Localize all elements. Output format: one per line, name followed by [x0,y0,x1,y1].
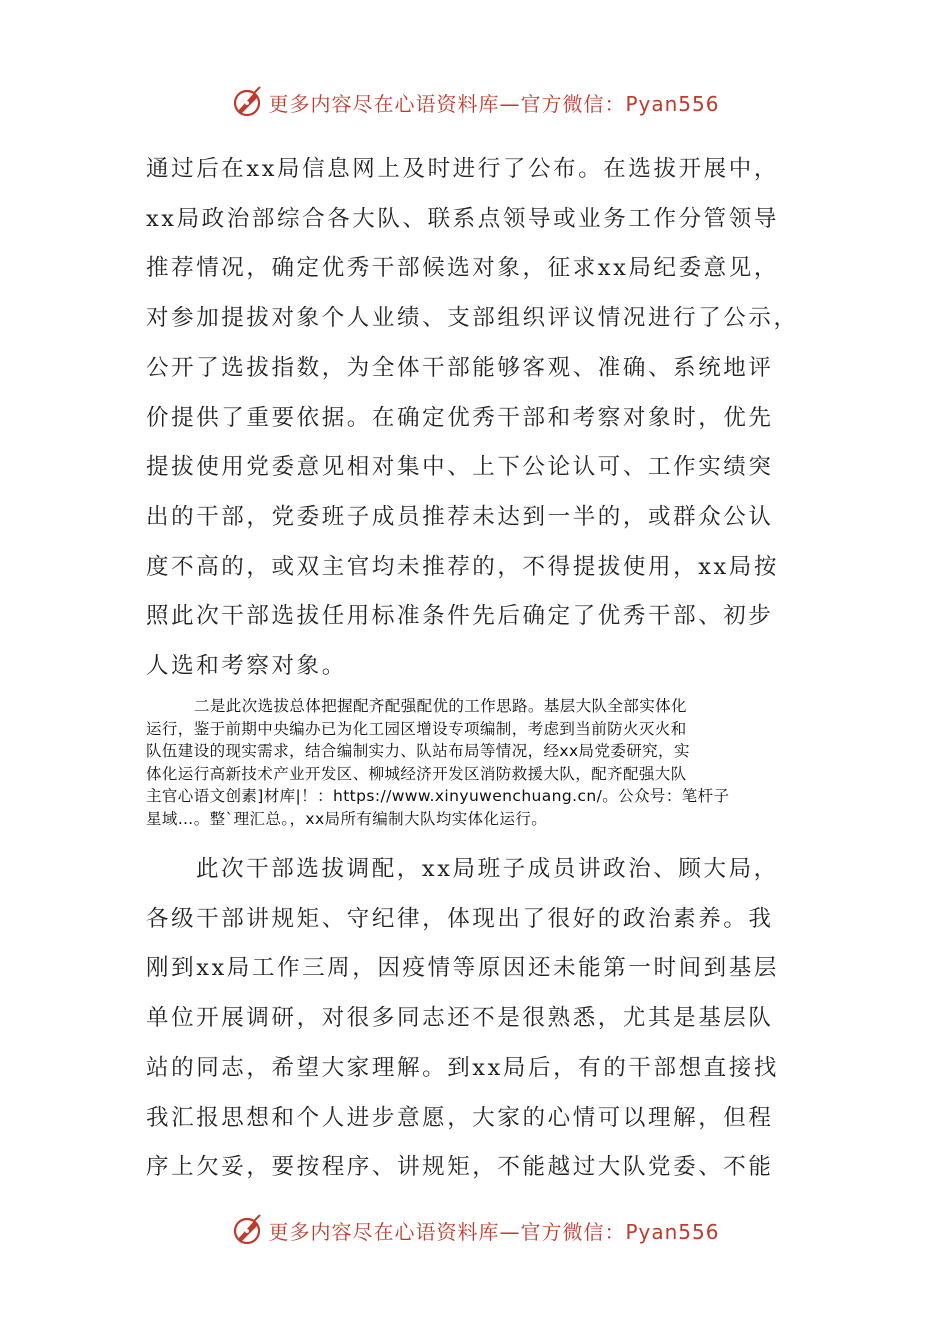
header-banner [0,82,950,122]
text-line: 此次干部选拔调配，xx局班子成员讲政治、顾大局， [196,856,779,882]
footer-banner-text: 更多内容尽在心语资料库—官方微信：Pyan556 [268,1219,720,1244]
text-line: 各级干部讲规矩、守纪律，体现出了很好的政治素养。我 [146,905,774,932]
text-line: 二是此次选拔总体把握配齐配强配优的工作思路。基层大队全部实体化 [194,697,687,715]
text-line: xx局政治部综合各大队、联系点领导或业务工作分管领导 [146,205,779,232]
text-line: 站的同志，希望大家理解。到xx局后，有的干部想直接找 [146,1054,779,1081]
text-line: 通过后在xx局信息网上及时进行了公布。在选拔开展中， [146,156,779,182]
text-line: 队伍建设的现实需求，结合编制实力、队站布局等情况，经xx局党委研究，实 [146,742,690,761]
text-line: 价提供了重要依据。在确定优秀干部和考察对象时，优先 [146,404,774,431]
text-line: 出的干部，党委班子成员推荐未达到一半的，或群众公认 [146,503,774,530]
text-line: 对参加提拔对象个人业绩、支部组织评议情况进行了公示， [146,305,799,332]
text-line: 度不高的，或双主官均未推荐的，不得提拔使用，xx局按 [146,553,779,580]
text-line: 星域…。整`理汇总。，xx局所有编制大队均实体化运行。 [146,809,548,828]
text-line: 单位开展调研，对很多同志还不是很熟悉，尤其是基层队 [146,1005,774,1032]
paragraph-3 [146,845,806,1193]
text-line: 照此次干部选拔任用标准条件先后确定了优秀干部、初步 [146,603,774,630]
header-banner-text: 更多内容尽在心语资料库—官方微信：Pyan556 [268,91,720,116]
text-line: 人选和考察对象。 [146,653,347,680]
text-line: 推荐情况，确定优秀干部候选对象，征求xx局纪委意见， [146,255,779,282]
pen-nib-logo-icon [230,1213,264,1247]
text-line: 序上欠妥，要按程序、讲规矩，不能越过大队党委、不能 [146,1154,774,1181]
footer-banner [0,1210,950,1250]
text-line: 体化运行高新技术产业开发区、柳城经济开发区消防救援大队，配齐配强大队 [146,764,687,783]
text-line: 运行，鉴于前期中央编办已为化工园区增设专项编制，考虑到当前防火灭火和 [146,719,687,738]
text-line: 主官心语文创素]材库|！：https://www.xinyuwenchuang.cn/。公众号：笔杆子 [146,787,730,806]
text-line: 刚到xx局工作三周，因疫情等原因还未能第一时间到基层 [146,955,779,982]
pen-nib-logo-icon [230,85,264,119]
text-line: 我汇报思想和个人进步意愿，大家的心情可以理解，但程 [146,1104,774,1131]
paragraph-2 [146,695,810,831]
text-line: 公开了选拔指数，为全体干部能够客观、准确、系统地评 [146,354,774,381]
paragraph-1 [146,145,806,692]
text-line: 提拔使用党委意见相对集中、上下公论认可、工作实绩突 [146,454,774,481]
